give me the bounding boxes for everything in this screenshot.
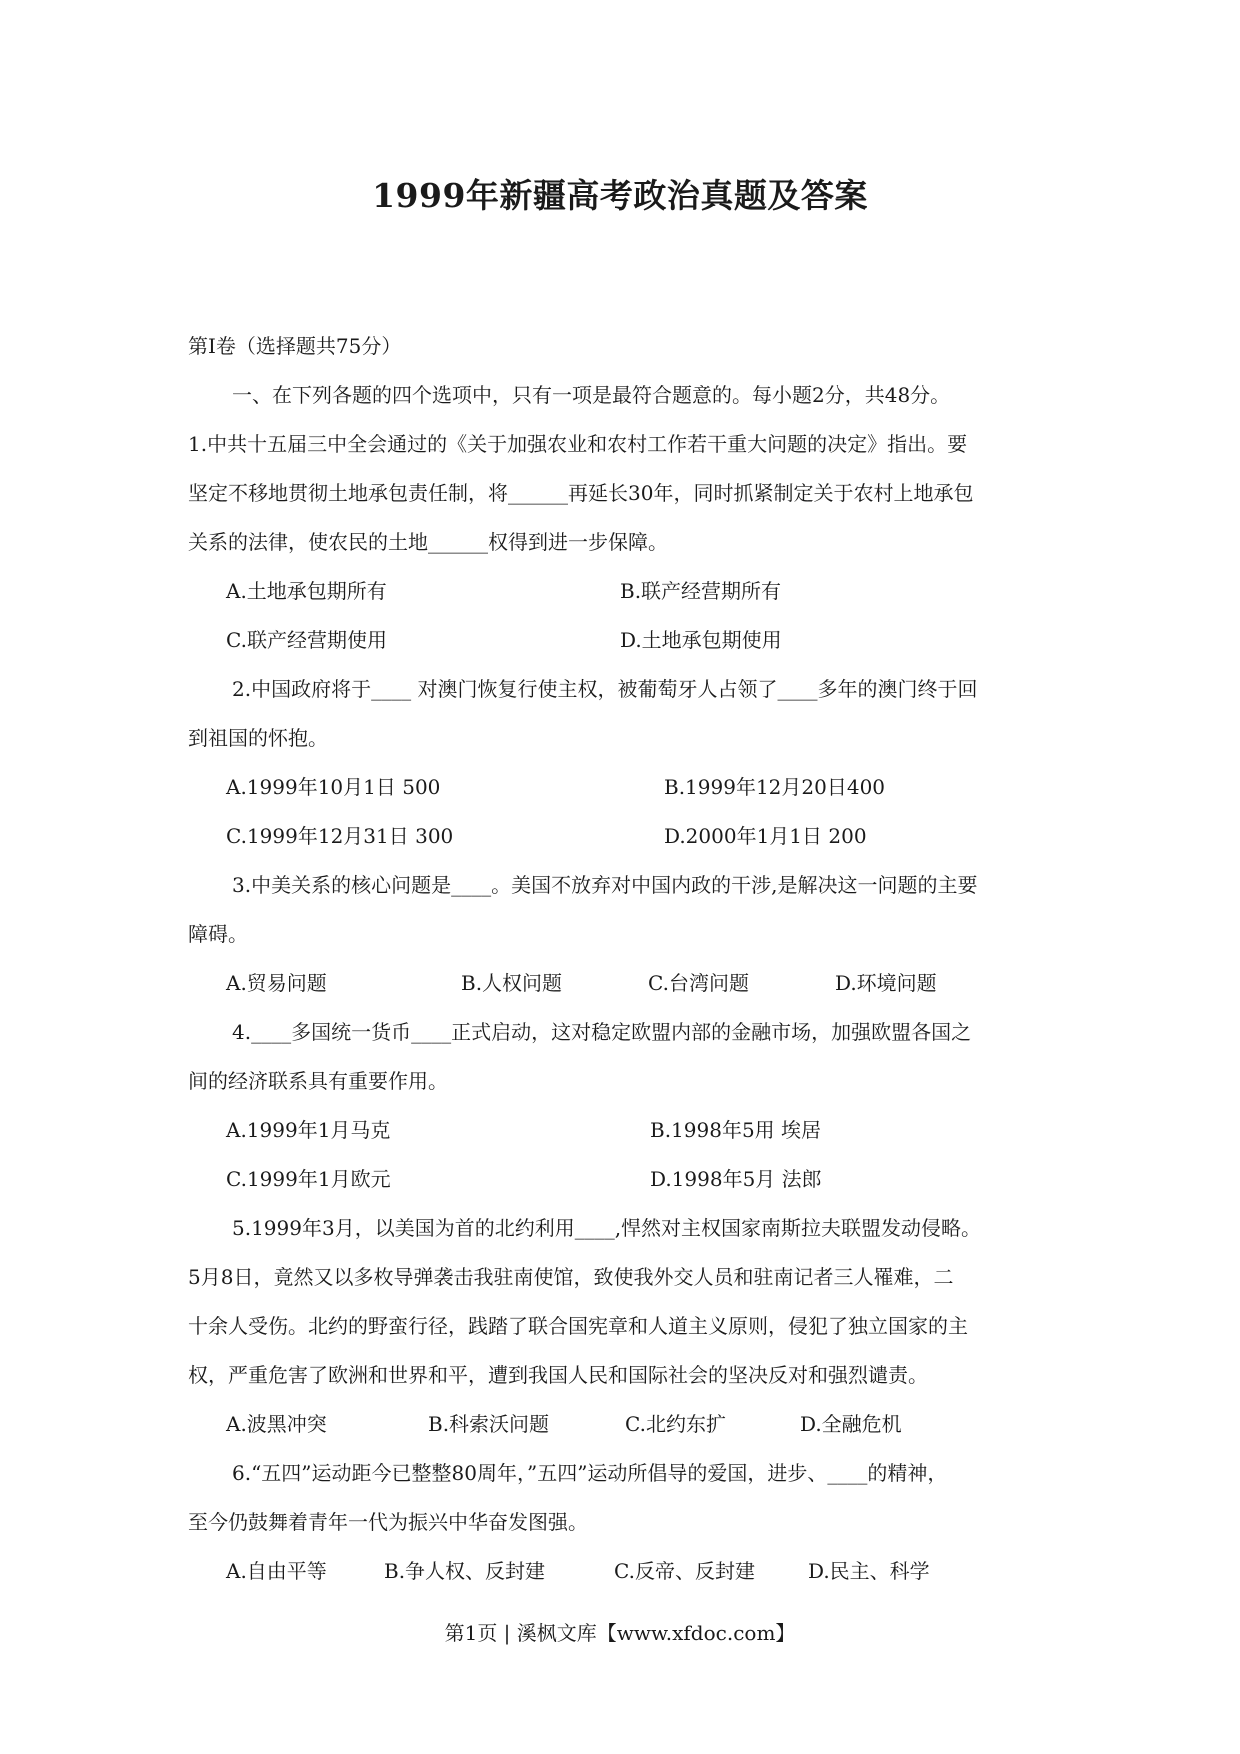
question-4-option-a: A.1999年1月马克	[226, 1118, 391, 1142]
question-5-line-2: 5月8日，竟然又以多枚导弹袭击我驻南使馆，致使我外交人员和驻南记者三人罹难，二	[188, 1265, 954, 1289]
question-6-option-b: B.争人权、反封建	[384, 1559, 546, 1583]
question-3-line-2: 障碍。	[188, 922, 248, 946]
question-5-option-c: C.北约东扩	[625, 1412, 726, 1436]
question-6-line-1: 6.“五四”运动距今已整整80周年，”五四”运动所倡导的爱国，进步、____的精神，	[232, 1461, 948, 1485]
question-3-line-1: 3.中美关系的核心问题是____。美国不放弃对中国内政的干涉,是解决这一问题的主要	[232, 873, 978, 897]
question-5-option-d: D.全融危机	[800, 1412, 902, 1436]
instruction-text: 一、在下列各题的四个选项中，只有一项是最符合题意的。每小题2分，共48分。	[232, 383, 951, 407]
question-4-option-d: D.1998年5月 法郎	[650, 1167, 822, 1191]
section-heading: 第Ⅰ卷（选择题共75分）	[188, 334, 402, 358]
question-6-option-d: D.民主、科学	[808, 1559, 930, 1583]
question-5-line-4: 权，严重危害了欧洲和世界和平，遭到我国人民和国际社会的坚决反对和强烈谴责。	[188, 1363, 928, 1387]
question-3-option-d: D.环境问题	[835, 971, 937, 995]
question-3-option-a: A.贸易问题	[226, 971, 327, 995]
question-5-line-3: 十余人受伤。北约的野蛮行径，践踏了联合国宪章和人道主义原则，侵犯了独立国家的主	[188, 1314, 968, 1338]
question-5-option-b: B.科索沃问题	[428, 1412, 550, 1436]
question-4-option-c: C.1999年1月欧元	[226, 1167, 391, 1191]
question-4-line-1: 4.____多国统一货币____正式启动，这对稳定欧盟内部的金融市场，加强欧盟各国之	[232, 1020, 972, 1044]
question-1-option-b: B.联产经营期所有	[620, 579, 782, 603]
page-footer: 第1页 | 溪枫文库【www.xfdoc.com】	[444, 1621, 796, 1645]
question-2-option-b: B.1999年12月20日400	[664, 775, 886, 799]
question-1-line-1: 1.中共十五届三中全会通过的《关于加强农业和农村工作若干重大问题的决定》指出。要	[188, 432, 968, 456]
question-2-line-2: 到祖国的怀抱。	[188, 726, 328, 750]
question-6-option-c: C.反帝、反封建	[614, 1559, 755, 1583]
question-4-line-2: 间的经济联系具有重要作用。	[188, 1069, 448, 1093]
question-3-option-b: B.人权问题	[461, 971, 563, 995]
question-3-option-c: C.台湾问题	[648, 971, 749, 995]
page-title: 1999年新疆高考政治真题及答案	[372, 176, 868, 215]
question-4-option-b: B.1998年5用 埃居	[650, 1118, 822, 1142]
question-2-option-a: A.1999年10月1日 500	[226, 775, 441, 799]
question-2-option-c: C.1999年12月31日 300	[226, 824, 454, 848]
question-1-line-3: 关系的法律，使农民的土地______权得到进一步保障。	[188, 530, 668, 554]
question-1-option-d: D.土地承包期使用	[620, 628, 782, 652]
question-1-line-2: 坚定不移地贯彻土地承包责任制，将______再延长30年，同时抓紧制定关于农村上地承包	[188, 481, 974, 505]
question-2-line-1: 2.中国政府将于____ 对澳门恢复行使主权，被葡萄牙人占领了____多年的澳门终于回	[232, 677, 978, 701]
question-5-option-a: A.波黑冲突	[226, 1412, 327, 1436]
question-6-line-2: 至今仍鼓舞着青年一代为振兴中华奋发图强。	[188, 1510, 588, 1534]
question-6-option-a: A.自由平等	[226, 1559, 327, 1583]
question-1-option-a: A.土地承包期所有	[226, 579, 387, 603]
question-1-option-c: C.联产经营期使用	[226, 628, 387, 652]
question-2-option-d: D.2000年1月1日 200	[664, 824, 867, 848]
question-5-line-1: 5.1999年3月，以美国为首的北约利用____,悍然对主权国家南斯拉夫联盟发动侵略。	[232, 1216, 982, 1240]
